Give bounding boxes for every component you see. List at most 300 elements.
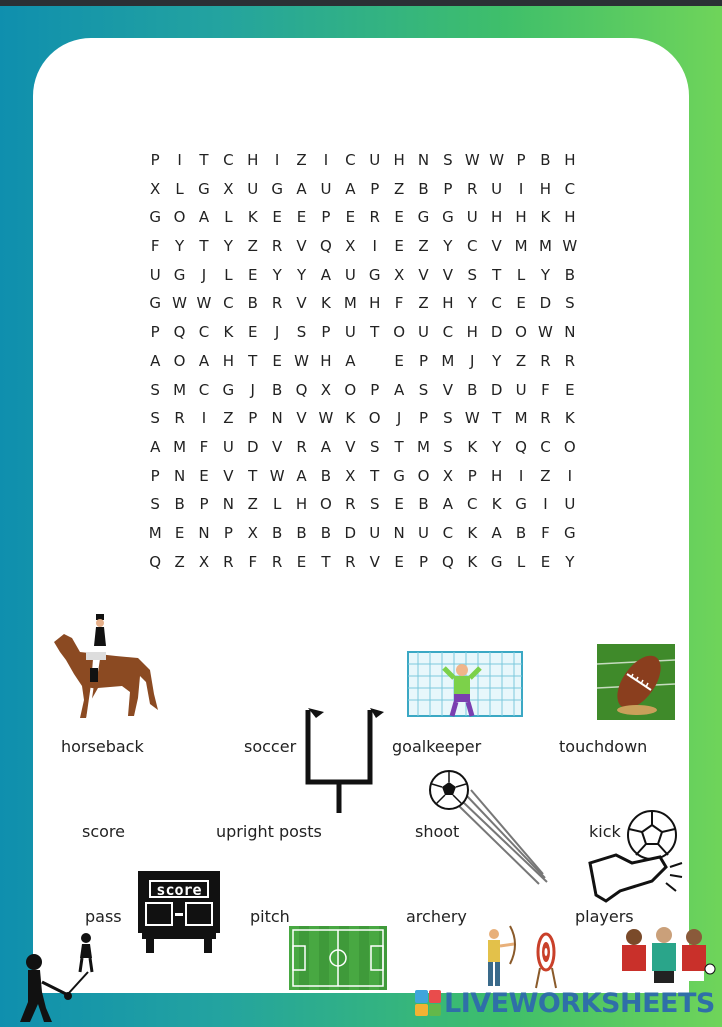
grid-letter[interactable]: N <box>564 323 576 342</box>
grid-letter[interactable]: R <box>540 409 551 428</box>
grid-letter[interactable]: U <box>491 179 503 198</box>
grid-letter[interactable]: G <box>149 208 161 227</box>
grid-letter[interactable]: R <box>174 409 185 428</box>
grid-letter[interactable]: M <box>417 437 430 456</box>
grid-letter[interactable]: F <box>394 294 404 313</box>
grid-letter[interactable]: K <box>467 437 478 456</box>
grid-row <box>143 175 582 204</box>
grid-letter[interactable]: P <box>418 409 429 428</box>
grid-letter[interactable]: V <box>491 237 502 256</box>
grid-letter[interactable]: S <box>565 294 575 313</box>
grid-letter[interactable]: W <box>464 409 480 428</box>
grid-letter[interactable]: F <box>541 523 550 542</box>
grid-letter[interactable]: A <box>345 351 356 370</box>
grid-letter[interactable]: S <box>369 437 380 456</box>
grid-letter[interactable]: E <box>174 523 185 542</box>
grid-letter[interactable]: H <box>393 151 405 169</box>
grid-letter[interactable]: Y <box>540 265 551 284</box>
grid-letter[interactable]: K <box>321 294 331 313</box>
grid-letter[interactable]: U <box>149 265 161 284</box>
soccer-ball-shoot-icon <box>425 768 549 886</box>
grid-letter[interactable]: O <box>173 351 186 370</box>
grid-letter[interactable] <box>363 347 387 376</box>
grid-letter[interactable]: G <box>222 380 235 399</box>
grid-letter[interactable]: W <box>562 237 578 256</box>
grid-letter[interactable]: P <box>370 179 380 198</box>
grid-letter[interactable]: N <box>173 466 186 485</box>
grid-letter[interactable]: V <box>296 409 307 428</box>
grid-letter[interactable]: Y <box>492 437 502 456</box>
word-shoot: shoot <box>415 822 460 841</box>
grid-row <box>143 347 582 376</box>
grid-letter[interactable]: O <box>515 323 527 342</box>
word-horseback: horseback <box>61 737 144 756</box>
grid-letter[interactable]: Q <box>149 552 162 571</box>
grid-row <box>143 490 582 519</box>
grid-letter[interactable]: V <box>272 437 283 456</box>
grid-letter[interactable]: B <box>418 179 429 198</box>
grid-letter[interactable]: P <box>418 351 429 370</box>
grid-letter[interactable]: B <box>540 151 551 169</box>
grid-letter[interactable]: E <box>540 552 551 571</box>
grid-row <box>143 232 582 261</box>
grid-letter[interactable]: S <box>443 437 453 456</box>
grid-letter[interactable]: U <box>564 495 576 514</box>
grid-letter[interactable]: J <box>274 323 280 342</box>
grid-letter[interactable]: S <box>443 409 453 428</box>
grid-letter[interactable]: P <box>199 495 209 514</box>
grid-letter[interactable]: B <box>296 523 307 542</box>
grid-letter[interactable]: Z <box>540 466 551 485</box>
grid-letter[interactable]: A <box>296 466 307 485</box>
grid-letter[interactable]: S <box>150 380 160 399</box>
brand-text: LIVEWORKSHEETS <box>444 987 715 1019</box>
grid-letter[interactable]: L <box>175 179 184 198</box>
grid-letter[interactable]: H <box>466 323 478 342</box>
grid-letter[interactable]: C <box>198 380 210 399</box>
grid-letter[interactable]: E <box>345 208 356 227</box>
grid-letter[interactable]: P <box>248 409 258 428</box>
grid-letter[interactable]: V <box>369 552 380 571</box>
grid-letter[interactable]: B <box>467 380 478 399</box>
grid-letter[interactable]: S <box>467 265 478 284</box>
grid-letter[interactable]: U <box>418 323 429 342</box>
grid-letter[interactable]: L <box>224 208 233 227</box>
grid-letter[interactable]: U <box>418 523 429 542</box>
grid-row <box>143 376 582 405</box>
liveworksheets-logo-icon <box>415 990 441 1016</box>
grid-letter[interactable]: T <box>492 409 502 428</box>
grid-letter[interactable]: E <box>296 552 307 571</box>
grid-letter[interactable]: C <box>345 151 356 169</box>
grid-letter[interactable]: Y <box>223 237 233 256</box>
grid-letter[interactable]: X <box>393 265 405 284</box>
grid-letter[interactable]: G <box>368 265 381 284</box>
grid-row <box>143 462 582 491</box>
grid-letter[interactable]: T <box>199 151 209 169</box>
grid-letter[interactable]: H <box>564 151 576 169</box>
grid-letter[interactable]: O <box>393 323 405 342</box>
grid-letter[interactable]: G <box>173 265 186 284</box>
grid-letter[interactable]: W <box>464 151 480 169</box>
grid-letter[interactable]: K <box>564 409 575 428</box>
grid-letter[interactable]: I <box>274 151 280 169</box>
grid-letter[interactable]: M <box>538 237 552 256</box>
grid-letter[interactable]: R <box>296 437 307 456</box>
grid-letter[interactable]: Q <box>515 437 527 456</box>
grid-letter[interactable]: S <box>369 495 380 514</box>
grid-letter[interactable]: P <box>321 323 331 342</box>
grid-letter[interactable]: A <box>393 380 405 399</box>
grid-letter[interactable]: N <box>198 523 210 542</box>
grid-letter[interactable]: X <box>345 466 356 485</box>
grid-letter[interactable]: N <box>222 495 234 514</box>
grid-letter[interactable]: H <box>491 208 503 227</box>
word-search-grid <box>143 146 582 576</box>
grid-letter[interactable]: T <box>248 351 258 370</box>
grid-letter[interactable]: C <box>491 294 502 313</box>
grid-row <box>143 261 582 290</box>
grid-letter[interactable]: C <box>442 523 454 542</box>
grid-letter[interactable]: H <box>564 208 576 227</box>
grid-letter[interactable]: S <box>443 151 453 169</box>
grid-letter[interactable]: B <box>272 523 283 542</box>
grid-letter[interactable]: E <box>394 208 404 227</box>
grid-letter[interactable]: I <box>518 466 524 485</box>
grid-letter[interactable]: E <box>565 380 575 399</box>
grid-letter[interactable]: M <box>173 437 187 456</box>
grid-letter[interactable]: Y <box>296 265 307 284</box>
grid-letter[interactable]: U <box>369 151 381 169</box>
grid-letter[interactable]: L <box>516 552 526 571</box>
grid-letter[interactable]: K <box>247 208 258 227</box>
grid-letter[interactable]: F <box>199 437 209 456</box>
grid-letter[interactable]: U <box>344 323 356 342</box>
grid-row <box>143 404 582 433</box>
grid-letter[interactable]: R <box>271 552 283 571</box>
players-icon <box>612 923 716 995</box>
grid-letter[interactable]: H <box>442 294 454 313</box>
grid-letter[interactable]: V <box>418 265 429 284</box>
grid-letter[interactable]: Z <box>418 294 429 313</box>
grid-letter[interactable]: C <box>223 151 234 169</box>
grid-letter[interactable]: H <box>539 179 552 198</box>
grid-letter[interactable]: Z <box>393 179 405 198</box>
grid-letter[interactable]: E <box>199 466 209 485</box>
grid-letter[interactable]: Q <box>441 552 454 571</box>
grid-letter[interactable]: D <box>246 437 259 456</box>
grid-letter[interactable]: P <box>150 323 160 342</box>
grid-letter[interactable]: Y <box>272 265 282 284</box>
grid-letter[interactable]: G <box>149 294 161 313</box>
grid-letter[interactable]: T <box>321 552 331 571</box>
grid-letter[interactable]: Y <box>175 237 185 256</box>
grid-letter[interactable]: T <box>199 237 209 256</box>
grid-letter[interactable]: X <box>345 237 356 256</box>
grid-letter[interactable]: A <box>442 495 454 514</box>
grid-letter[interactable]: I <box>323 151 329 169</box>
grid-letter[interactable]: P <box>418 552 429 571</box>
grid-letter[interactable]: W <box>489 151 505 169</box>
grid-letter[interactable]: J <box>470 351 475 370</box>
grid-letter[interactable]: P <box>150 151 160 169</box>
grid-letter[interactable]: T <box>394 437 404 456</box>
grid-letter[interactable]: W <box>196 294 212 313</box>
word-goalkeeper: goalkeeper <box>392 737 482 756</box>
grid-letter[interactable]: E <box>394 552 404 571</box>
grid-letter[interactable]: O <box>320 495 332 514</box>
grid-row <box>143 203 582 232</box>
grid-letter[interactable]: T <box>492 265 502 284</box>
grid-letter[interactable]: K <box>223 323 234 342</box>
grid-letter[interactable]: G <box>393 466 405 485</box>
grid-letter[interactable]: E <box>394 351 404 370</box>
word-archery: archery <box>406 907 467 926</box>
grid-letter[interactable]: P <box>370 380 380 399</box>
grid-letter[interactable]: C <box>467 237 478 256</box>
grid-letter[interactable]: X <box>198 552 210 571</box>
grid-letter[interactable]: U <box>222 437 234 456</box>
grid-letter[interactable]: Z <box>247 495 258 514</box>
word-upright-posts: upright posts <box>216 822 322 841</box>
grid-letter[interactable]: Q <box>173 323 186 342</box>
grid-letter[interactable]: Q <box>320 237 332 256</box>
grid-letter[interactable]: B <box>272 380 283 399</box>
word-players: players <box>575 907 634 926</box>
grid-letter[interactable]: W <box>538 323 553 342</box>
grid-letter[interactable]: S <box>418 380 429 399</box>
grid-letter[interactable]: A <box>320 437 332 456</box>
grid-letter[interactable]: X <box>223 179 234 198</box>
grid-letter[interactable]: T <box>248 466 258 485</box>
grid-letter[interactable]: E <box>272 351 282 370</box>
grid-letter[interactable]: O <box>368 409 381 428</box>
grid-letter[interactable]: H <box>320 351 332 370</box>
grid-letter[interactable]: Y <box>443 237 453 256</box>
grid-letter[interactable]: R <box>271 237 283 256</box>
grid-letter[interactable]: L <box>224 265 233 284</box>
grid-letter[interactable]: E <box>296 208 307 227</box>
word-kick: kick <box>589 822 621 841</box>
grid-letter[interactable]: M <box>173 380 187 399</box>
grid-letter[interactable]: G <box>515 495 527 514</box>
grid-letter[interactable]: N <box>393 523 405 542</box>
grid-letter[interactable]: B <box>320 523 332 542</box>
grid-letter[interactable]: A <box>296 179 307 198</box>
grid-letter[interactable]: C <box>467 495 478 514</box>
grid-letter[interactable]: K <box>467 552 478 571</box>
grid-letter[interactable]: U <box>466 208 478 227</box>
grid-letter[interactable]: O <box>344 380 357 399</box>
grid-letter[interactable]: O <box>417 466 430 485</box>
grid-letter[interactable]: C <box>223 294 234 313</box>
grid-letter[interactable]: G <box>490 552 503 571</box>
grid-letter[interactable]: K <box>467 523 478 542</box>
grid-letter[interactable]: M <box>148 523 162 542</box>
grid-letter[interactable]: P <box>321 208 331 227</box>
grid-letter[interactable]: W <box>294 351 309 370</box>
grid-letter[interactable]: X <box>320 380 332 399</box>
grid-letter[interactable]: H <box>491 466 503 485</box>
grid-letter[interactable]: M <box>514 237 528 256</box>
liveworksheets-brand <box>415 986 715 1020</box>
grid-letter[interactable]: C <box>198 323 210 342</box>
grid-letter[interactable]: P <box>467 466 477 485</box>
grid-letter[interactable]: B <box>174 495 185 514</box>
grid-letter[interactable]: A <box>150 437 161 456</box>
grid-letter[interactable]: K <box>345 409 356 428</box>
grid-letter[interactable]: J <box>396 409 402 428</box>
grid-letter[interactable]: E <box>248 323 258 342</box>
grid-letter[interactable]: E <box>394 237 404 256</box>
goal-post-icon <box>300 700 388 815</box>
grid-letter[interactable]: N <box>271 409 283 428</box>
archer-icon <box>480 924 558 990</box>
grid-row <box>143 433 582 462</box>
grid-letter[interactable]: O <box>563 437 576 456</box>
grid-letter[interactable]: U <box>344 265 356 284</box>
grid-letter[interactable]: D <box>344 523 357 542</box>
grid-letter[interactable]: A <box>345 179 356 198</box>
grid-letter[interactable]: B <box>515 523 527 542</box>
grid-letter[interactable]: Z <box>418 237 429 256</box>
grid-letter[interactable]: A <box>198 208 210 227</box>
grid-letter[interactable]: T <box>370 323 380 342</box>
grid-letter[interactable]: C <box>564 179 576 198</box>
grid-letter[interactable]: C <box>540 437 551 456</box>
grid-letter[interactable]: P <box>223 523 233 542</box>
grid-letter[interactable]: W <box>318 409 334 428</box>
grid-letter[interactable]: E <box>394 495 404 514</box>
grid-row <box>143 318 582 347</box>
grid-letter[interactable]: B <box>247 294 258 313</box>
grid-letter[interactable]: R <box>223 552 234 571</box>
grid-letter[interactable]: Z <box>296 151 307 169</box>
grid-letter[interactable]: Y <box>565 552 575 571</box>
grid-letter[interactable]: K <box>540 208 551 227</box>
grid-letter[interactable]: E <box>516 294 526 313</box>
grid-letter[interactable]: V <box>442 380 454 399</box>
grid-letter[interactable]: H <box>295 495 308 514</box>
grid-letter[interactable]: H <box>247 151 259 169</box>
grid-letter[interactable]: Z <box>223 409 234 428</box>
grid-letter[interactable]: S <box>296 323 307 342</box>
grid-letter[interactable]: O <box>173 208 186 227</box>
grid-letter[interactable]: G <box>271 179 283 198</box>
grid-letter[interactable]: B <box>564 265 575 284</box>
grid-letter[interactable]: H <box>222 351 234 370</box>
grid-letter[interactable]: S <box>150 495 160 514</box>
grid-letter[interactable]: I <box>543 495 548 514</box>
grid-letter[interactable]: U <box>369 523 381 542</box>
grid-letter[interactable]: A <box>320 265 332 284</box>
grid-letter[interactable]: M <box>343 294 357 313</box>
grid-letter[interactable]: Y <box>467 294 477 313</box>
grid-letter[interactable]: R <box>369 208 380 227</box>
grid-letter[interactable]: G <box>417 208 430 227</box>
grid-letter[interactable]: G <box>198 179 210 198</box>
grid-letter[interactable]: R <box>540 351 551 370</box>
grid-letter[interactable]: R <box>345 552 356 571</box>
grid-letter[interactable]: U <box>247 179 259 198</box>
grid-letter[interactable]: I <box>567 466 573 485</box>
grid-letter[interactable]: R <box>271 294 283 313</box>
grid-letter[interactable]: K <box>491 495 502 514</box>
pass-icon <box>12 932 98 1024</box>
grid-letter[interactable]: R <box>345 495 356 514</box>
grid-letter[interactable]: C <box>442 323 454 342</box>
grid-letter[interactable]: L <box>516 265 526 284</box>
grid-letter[interactable]: A <box>198 351 210 370</box>
grid-letter[interactable]: U <box>320 179 332 198</box>
grid-letter[interactable]: S <box>150 409 160 428</box>
grid-letter[interactable]: G <box>564 523 576 542</box>
grid-letter[interactable]: I <box>518 179 524 198</box>
grid-letter[interactable]: H <box>515 208 527 227</box>
grid-letter[interactable]: M <box>441 351 455 370</box>
grid-letter[interactable]: N <box>417 151 430 169</box>
grid-letter[interactable]: X <box>150 179 161 198</box>
grid-letter[interactable]: F <box>150 237 160 256</box>
grid-letter[interactable]: E <box>248 265 258 284</box>
grid-letter[interactable]: Z <box>174 552 185 571</box>
grid-letter[interactable]: P <box>150 466 160 485</box>
grid-letter[interactable]: A <box>491 523 502 542</box>
grid-letter[interactable]: W <box>172 294 187 313</box>
grid-letter[interactable]: X <box>442 466 454 485</box>
grid-letter[interactable]: Q <box>295 380 308 399</box>
word-soccer: soccer <box>244 737 297 756</box>
grid-letter[interactable]: V <box>345 437 356 456</box>
grid-letter[interactable]: D <box>490 323 503 342</box>
grid-letter[interactable]: M <box>514 409 528 428</box>
grid-letter[interactable]: T <box>370 466 380 485</box>
grid-letter[interactable]: Z <box>247 237 258 256</box>
grid-letter[interactable]: E <box>272 208 282 227</box>
grid-letter[interactable]: H <box>369 294 381 313</box>
pitch-icon <box>289 926 387 990</box>
grid-letter[interactable]: R <box>467 179 478 198</box>
grid-letter[interactable]: D <box>539 294 552 313</box>
grid-letter[interactable]: V <box>296 237 307 256</box>
grid-letter[interactable]: I <box>201 409 207 428</box>
grid-letter[interactable]: W <box>269 466 285 485</box>
grid-letter[interactable]: R <box>564 351 576 370</box>
grid-letter[interactable]: F <box>541 380 550 399</box>
grid-letter[interactable]: J <box>250 380 255 399</box>
grid-letter[interactable]: I <box>177 151 182 169</box>
grid-letter[interactable]: L <box>272 495 282 514</box>
grid-letter[interactable]: X <box>247 523 258 542</box>
grid-letter[interactable]: B <box>320 466 332 485</box>
grid-letter[interactable]: I <box>372 237 377 256</box>
grid-letter[interactable]: V <box>442 265 454 284</box>
grid-letter[interactable]: A <box>150 351 161 370</box>
grid-letter[interactable]: P <box>443 179 453 198</box>
grid-letter[interactable]: V <box>296 294 307 313</box>
grid-letter[interactable]: F <box>248 552 258 571</box>
grid-row <box>143 548 582 577</box>
grid-letter[interactable]: B <box>418 495 429 514</box>
grid-letter[interactable]: J <box>201 265 207 284</box>
grid-letter[interactable]: U <box>515 380 527 399</box>
grid-letter[interactable]: G <box>442 208 454 227</box>
grid-letter[interactable]: Z <box>515 351 527 370</box>
grid-letter[interactable]: D <box>490 380 503 399</box>
grid-letter[interactable]: P <box>516 151 526 169</box>
grid-letter[interactable]: V <box>223 466 234 485</box>
grid-letter[interactable]: Y <box>492 351 502 370</box>
